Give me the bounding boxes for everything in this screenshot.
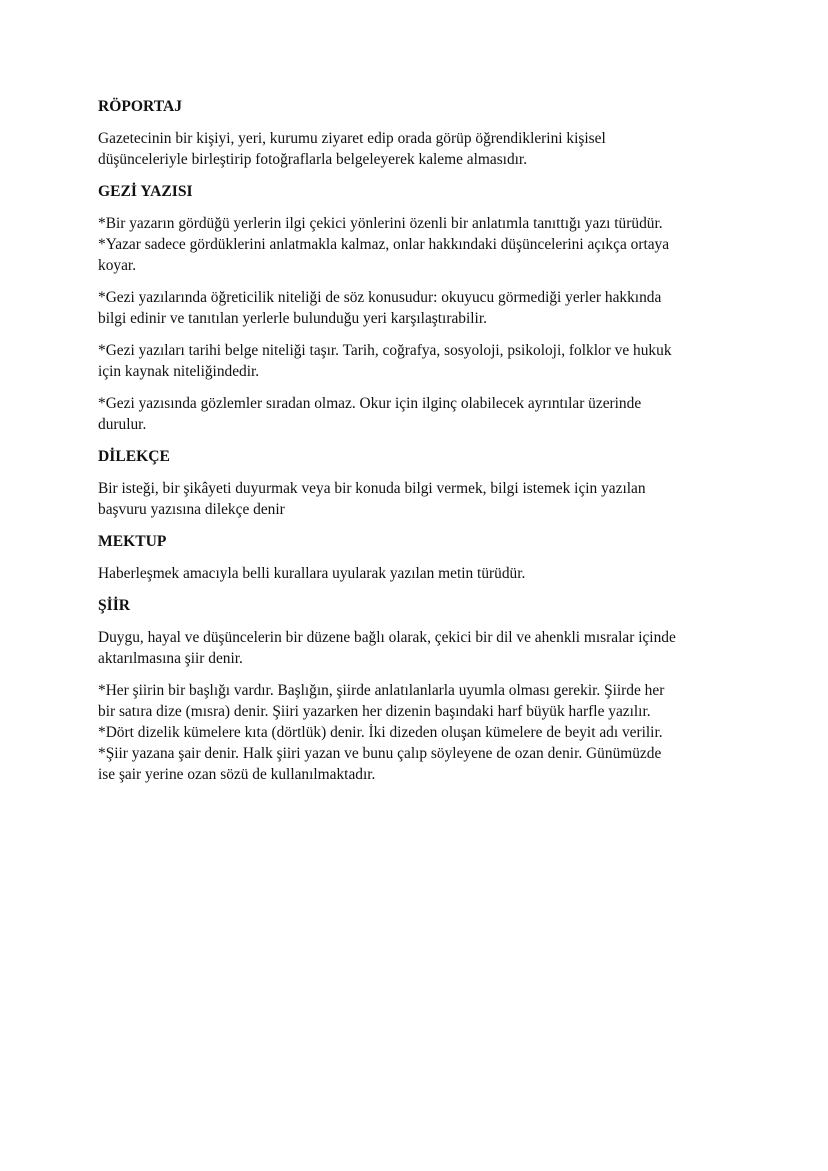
section-heading: RÖPORTAJ (98, 98, 183, 115)
text-line: başvuru yazısına dilekçe denir (98, 501, 285, 518)
paragraph (98, 478, 738, 520)
paragraph (98, 627, 738, 669)
text-line: *Gezi yazılarında öğreticilik niteliği de söz konusudur: okuyucu görmediği yerler hakkında (98, 289, 662, 306)
paragraph (98, 287, 738, 329)
text-line: aktarılmasına şiir denir. (98, 650, 243, 667)
section-heading: GEZİ YAZISI (98, 183, 193, 200)
paragraph (98, 393, 738, 435)
document-page (98, 96, 738, 796)
section-gezi-yazisi (98, 181, 738, 435)
text-line: koyar. (98, 257, 137, 274)
text-line: *Yazar sadece gördüklerini anlatmakla kalmaz, onlar hakkındaki düşüncelerini açıkça ortaya (98, 236, 670, 253)
text-line: Bir isteği, bir şikâyeti duyurmak veya bir konuda bilgi vermek, bilgi istemek için yazılan (98, 480, 646, 497)
text-line: düşünceleriyle birleştirip fotoğraflarla belgeleyerek kaleme almasıdır. (98, 151, 528, 168)
paragraph (98, 213, 738, 276)
section-mektup (98, 531, 738, 584)
text-line: *Bir yazarın gördüğü yerlerin ilgi çekici yönlerini özenli bir anlatımla tanıttığı yazı türüdür. (98, 215, 663, 232)
text-line: bilgi edinir ve tanıtılan yerlerle bulunduğu yeri karşılaştırabilir. (98, 310, 487, 327)
text-line: *Her şiirin bir başlığı vardır. Başlığın, şiirde anlatılanlarla uyumla olması gerekir. Şiirde her (98, 682, 665, 699)
section-siir (98, 595, 738, 785)
paragraph (98, 563, 738, 584)
text-line: *Şiir yazana şair denir. Halk şiiri yazan ve bunu çalıp söyleyene de ozan denir. Günümüzde (98, 745, 662, 762)
paragraph (98, 680, 738, 785)
section-heading: ŞİİR (98, 597, 131, 614)
text-line: Gazetecinin bir kişiyi, yeri, kurumu ziyaret edip orada görüp öğrendiklerini kişisel (98, 130, 606, 147)
section-heading: MEKTUP (98, 533, 167, 550)
text-line: için kaynak niteliğindedir. (98, 363, 260, 380)
section-roportaj (98, 96, 738, 170)
text-line: Haberleşmek amacıyla belli kurallara uyularak yazılan metin türüdür. (98, 565, 526, 582)
text-line: ise şair yerine ozan sözü de kullanılmaktadır. (98, 766, 376, 783)
text-line: *Dört dizelik kümelere kıta (dörtlük) denir. İki dizeden oluşan kümelere de beyit adı verilir. (98, 724, 663, 741)
text-line: Duygu, hayal ve düşüncelerin bir düzene bağlı olarak, çekici bir dil ve ahenkli mısralar içinde (98, 629, 676, 646)
section-dilekce (98, 446, 738, 520)
paragraph (98, 340, 738, 382)
text-line: *Gezi yazıları tarihi belge niteliği taşır. Tarih, coğrafya, sosyoloji, psikoloji, folklor ve hukuk (98, 342, 672, 359)
text-line: durulur. (98, 416, 147, 433)
section-heading: DİLEKÇE (98, 448, 170, 465)
text-line: *Gezi yazısında gözlemler sıradan olmaz. Okur için ilginç olabilecek ayrıntılar üzerinde (98, 395, 642, 412)
paragraph (98, 128, 738, 170)
text-line: bir satıra dize (mısra) denir. Şiiri yazarken her dizenin başındaki harf büyük harfle yazılır. (98, 703, 651, 720)
